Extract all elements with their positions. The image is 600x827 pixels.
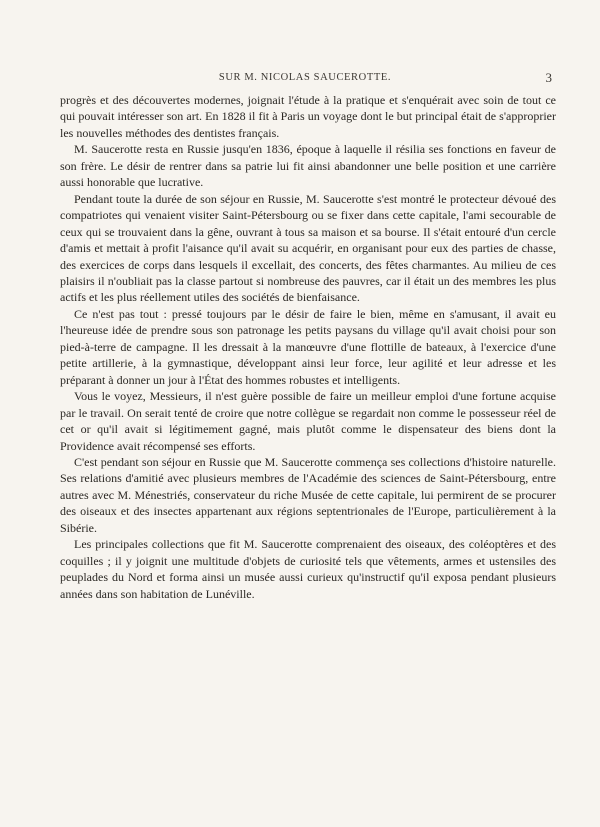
paragraph: Ce n'est pas tout : pressé toujours par le désir de faire le bien, même en s'amusant, il avait eu l'heureuse idée de prendre sous son patronage les petits paysans du village qu'il avait choisi pour son pied-à-terre de campagne. Il les dressait à la manœuvre d'une flottille de bateaux, à l'exercice d'une petite artillerie, à la gymnastique, développant ainsi leur force, leur agilité et leur adresse et les préparant à donner un jour à l'État des hommes robustes et intelligents. — [60, 306, 556, 387]
running-head: SUR M. NICOLAS SAUCEROTTE. — [218, 72, 392, 83]
paragraph: progrès et des découvertes modernes, joignait l'étude à la pratique et s'enquérait avec soin de tout ce qui pouvait intéresser son art. En 1828 il fit à Paris un voyage dont le but principal était de s'approprier les nouvelles méthodes des dentistes français. — [60, 93, 556, 140]
body-text — [60, 92, 556, 602]
paragraph: Les principales collections que fit M. Saucerotte comprenaient des oiseaux, des coléoptères et des coquilles ; il y joignit une multitude d'objets de curiosité tels que vêtements, armes et ustensiles des peuplades du Nord et forma ainsi un musée aussi curieux qu'instructif qu'il exposa pendant plusieurs années dans son habitation de Lunéville. — [60, 537, 556, 601]
page-number: 3 — [545, 70, 552, 85]
paragraph: Pendant toute la durée de son séjour en Russie, M. Saucerotte s'est montré le protecteur dévoué des compatriotes qui venaient visiter Saint-Pétersbourg ou se fixer dans cette capitale, l'ami secourable de ceux qui se trouvaient dans la gêne, ouvrant à tous sa maison et sa bourse. Il s'était entouré d'un cercle d'amis et mettait à profit l'aisance qu'il avait su acquérir, en organisant pour eux des parties de chasse, des exercices de corps dans lesquels il excellait, des concerts, des fêtes charmantes. Au milieu de ces plaisirs il n'oubliait pas la classe partout si nombreuse des pauvres, car il était un des membres les plus actifs et les plus réellement utiles des sociétés de bienfaisance. — [60, 191, 556, 305]
paragraph: Vous le voyez, Messieurs, il n'est guère possible de faire un meilleur emploi d'une fortune acquise par le travail. On serait tenté de croire que notre collègue se regardait non comme le possesseur réel de cet or qu'il avait si légitimement gagné, mais plutôt comme le dispensateur des biens dont la Providence avait récompensé ses efforts. — [60, 389, 556, 453]
page-header — [60, 72, 550, 92]
paragraph: M. Saucerotte resta en Russie jusqu'en 1836, époque à laquelle il résilia ses fonctions en faveur de son frère. Le désir de rentrer dans sa patrie lui fit ainsi abandonner une belle position et une carrière aussi honorable que lucrative. — [60, 142, 556, 190]
paragraph: C'est pendant son séjour en Russie que M. Saucerotte commença ses collections d'histoire naturelle. Ses relations d'amitié avec plusieurs membres de l'Académie des sciences de Saint-Pétersbourg, entre autres avec M. Ménestriés, conservateur du riche Musée de cette capitale, lui permirent de se procurer des oiseaux et des insectes appartenant aux régions septentrionales de l'Europe, particulièrement à la Sibérie. — [60, 454, 556, 535]
